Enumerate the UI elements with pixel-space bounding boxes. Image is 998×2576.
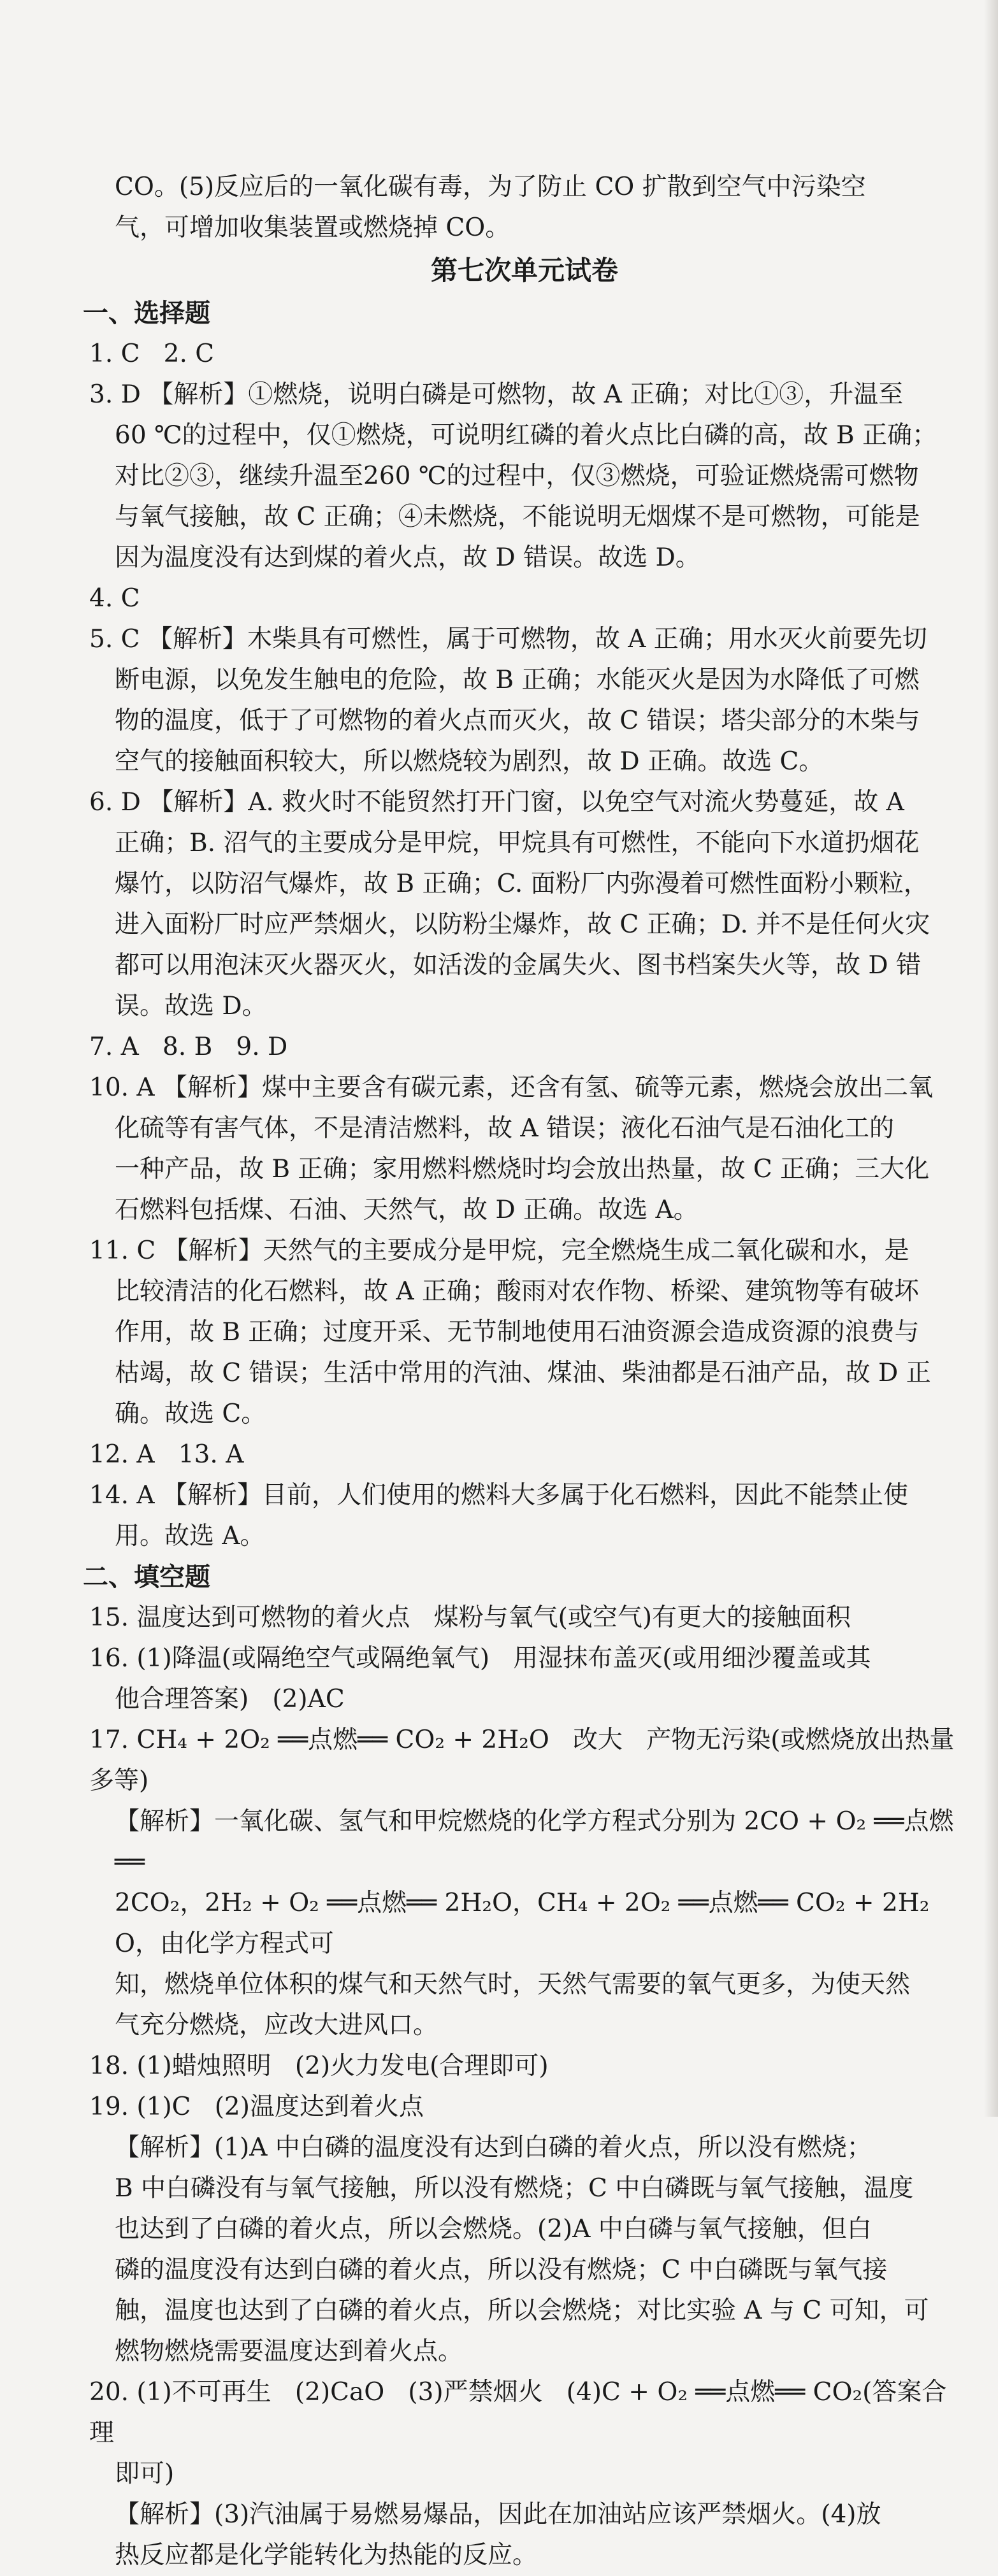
text-line: 【解析】(3)汽油属于易燃易爆品，因此在加油站应该严禁烟火。(4)放 — [115, 2500, 881, 2529]
text-line: 燃物燃烧需要温度达到着火点。 — [115, 2337, 463, 2366]
text-line: 知，燃烧单位体积的煤气和天然气时，天然气需要的氧气更多，为使天然 — [115, 1970, 911, 1999]
text-line: 确。故选 C。 — [115, 1399, 266, 1428]
text-line: 16. (1)降温(或隔绝空气或隔绝氧气) 用湿抹布盖灭(或用细沙覆盖或其 — [89, 1644, 871, 1673]
text-line: 正确；B. 沼气的主要成分是甲烷，甲烷具有可燃性，不能向下水道扔烟花 — [115, 829, 920, 857]
text-line: 3. D 【解析】①燃烧，说明白磷是可燃物，故 A 正确；对比①③，升温至 — [89, 380, 904, 409]
text-line: 17. CH₄ + 2O₂ ══点燃══ CO₂ + 2H₂O 改大 产物无污染(或燃烧放出热量多等) — [89, 1726, 955, 1795]
text-line: 气，可增加收集装置或燃烧掉 CO。 — [115, 213, 510, 242]
text-line: 一种产品，故 B 正确；家用燃料燃烧时均会放出热量，故 C 正确；三大化 — [115, 1155, 930, 1184]
text-line: 比较清洁的化石燃料，故 A 正确；酸雨对农作物、桥梁、建筑物等有破坏 — [115, 1277, 919, 1306]
text-line: 4. C — [89, 584, 140, 613]
text-line: 7. A 8. B 9. D — [89, 1033, 288, 1061]
section-heading: 二、填空题 — [83, 1563, 210, 1592]
text-line: 对比②③，继续升温至260 ℃的过程中，仅③燃烧，可验证燃烧需可燃物 — [115, 462, 919, 490]
text-line: 11. C 【解析】天然气的主要成分是甲烷，完全燃烧生成二氧化碳和水，是 — [89, 1236, 909, 1265]
text-line: 热反应都是化学能转化为热能的反应。 — [115, 2541, 538, 2570]
text-line: CO。(5)反应后的一氧化碳有毒，为了防止 CO 扩散到空气中污染空 — [115, 173, 866, 201]
text-line: 【解析】(1)A 中白磷的温度没有达到白磷的着火点，所以没有燃烧； — [115, 2133, 872, 2162]
text-line: 误。故选 D。 — [115, 992, 267, 1020]
text-line: 爆竹，以防沼气爆炸，故 B 正确；C. 面粉厂内弥漫着可燃性面粉小颗粒， — [115, 869, 929, 898]
text-line: 磷的温度没有达到白磷的着火点，所以没有燃烧；C 中白磷既与氧气接 — [115, 2256, 888, 2284]
answer-text-block — [83, 167, 960, 2576]
text-line: 1. C 2. C — [89, 340, 215, 368]
text-line: 10. A 【解析】煤中主要含有碳元素，还含有氢、硫等元素，燃烧会放出二氧 — [89, 1073, 933, 1102]
text-line: 【解析】一氧化碳、氢气和甲烷燃烧的化学方程式分别为 2CO + O₂ ══点燃══ — [115, 1807, 954, 1877]
text-line: 因为温度没有达到煤的着火点，故 D 错误。故选 D。 — [115, 543, 700, 572]
section-heading: 一、选择题 — [83, 299, 210, 328]
text-line: 枯竭，故 C 错误；生活中常用的汽油、煤油、柴油都是石油产品，故 D 正 — [115, 1359, 931, 1387]
text-line: 用。故选 A。 — [115, 1522, 265, 1550]
text-line: 都可以用泡沫灭火器灭火，如活泼的金属失火、图书档案失火等，故 D 错 — [115, 951, 922, 980]
text-line: 他合理答案) (2)AC — [115, 1685, 345, 1714]
text-line: 触，温度也达到了白磷的着火点，所以会燃烧；对比实验 A 与 C 可知，可 — [115, 2296, 929, 2325]
text-line: 也达到了白磷的着火点，所以会燃烧。(2)A 中白磷与氧气接触，但白 — [115, 2215, 872, 2243]
text-line: B 中白磷没有与氧气接触，所以没有燃烧；C 中白磷既与氧气接触，温度 — [115, 2174, 914, 2203]
text-line: 化硫等有害气体，不是清洁燃料，故 A 错误；液化石油气是石油化工的 — [115, 1114, 894, 1143]
page-title: 第七次单元试卷 — [430, 255, 618, 286]
text-line: 20. (1)不可再生 (2)CaO (3)严禁烟火 (4)C + O₂ ══点燃══ CO₂(答案合理 — [89, 2378, 947, 2447]
text-line: 石燃料包括煤、石油、天然气，故 D 正确。故选 A。 — [115, 1196, 698, 1224]
page-edge-shadow — [984, 0, 998, 2117]
text-line: 与氧气接触，故 C 正确；④未燃烧，不能说明无烟煤不是可燃物，可能是 — [115, 503, 920, 531]
text-line: 断电源，以免发生触电的危险，故 B 正确；水能灭火是因为水降低了可燃 — [115, 666, 920, 694]
text-line: 进入面粉厂时应严禁烟火，以防粉尘爆炸，故 C 正确；D. 并不是任何火灾 — [115, 910, 930, 939]
text-line: 19. (1)C (2)温度达到着火点 — [89, 2093, 424, 2121]
text-line: 物的温度，低于了可燃物的着火点而灭火，故 C 错误；塔尖部分的木柴与 — [115, 706, 920, 735]
text-line: 2CO₂，2H₂ + O₂ ══点燃══ 2H₂O，CH₄ + 2O₂ ══点燃══ CO₂ + 2H₂O，由化学方程式可 — [115, 1889, 930, 1958]
text-line: 15. 温度达到可燃物的着火点 煤粉与氧气(或空气)有更大的接触面积 — [89, 1603, 851, 1632]
text-line: 6. D 【解析】A. 救火时不能贸然打开门窗，以免空气对流火势蔓延，故 A — [89, 788, 904, 817]
text-line: 18. (1)蜡烛照明 (2)火力发电(合理即可) — [89, 2052, 549, 2080]
text-line: 60 ℃的过程中，仅①燃烧，可说明红磷的着火点比白磷的高，故 B 正确； — [115, 421, 937, 450]
text-line: 作用，故 B 正确；过度开采、无节制地使用石油资源会造成资源的浪费与 — [115, 1318, 920, 1347]
text-line: 气充分燃烧，应改大进风口。 — [115, 2011, 438, 2040]
text-line: 12. A 13. A — [89, 1440, 244, 1469]
text-line: 14. A 【解析】目前，人们使用的燃料大多属于化石燃料，因此不能禁止使 — [89, 1481, 908, 1510]
text-line: 5. C 【解析】木柴具有可燃性，属于可燃物，故 A 正确；用水灭火前要先切 — [89, 625, 927, 654]
text-line: 空气的接触面积较大，所以燃烧较为剧烈，故 D 正确。故选 C。 — [115, 747, 824, 776]
text-line: 即可) — [115, 2459, 175, 2488]
